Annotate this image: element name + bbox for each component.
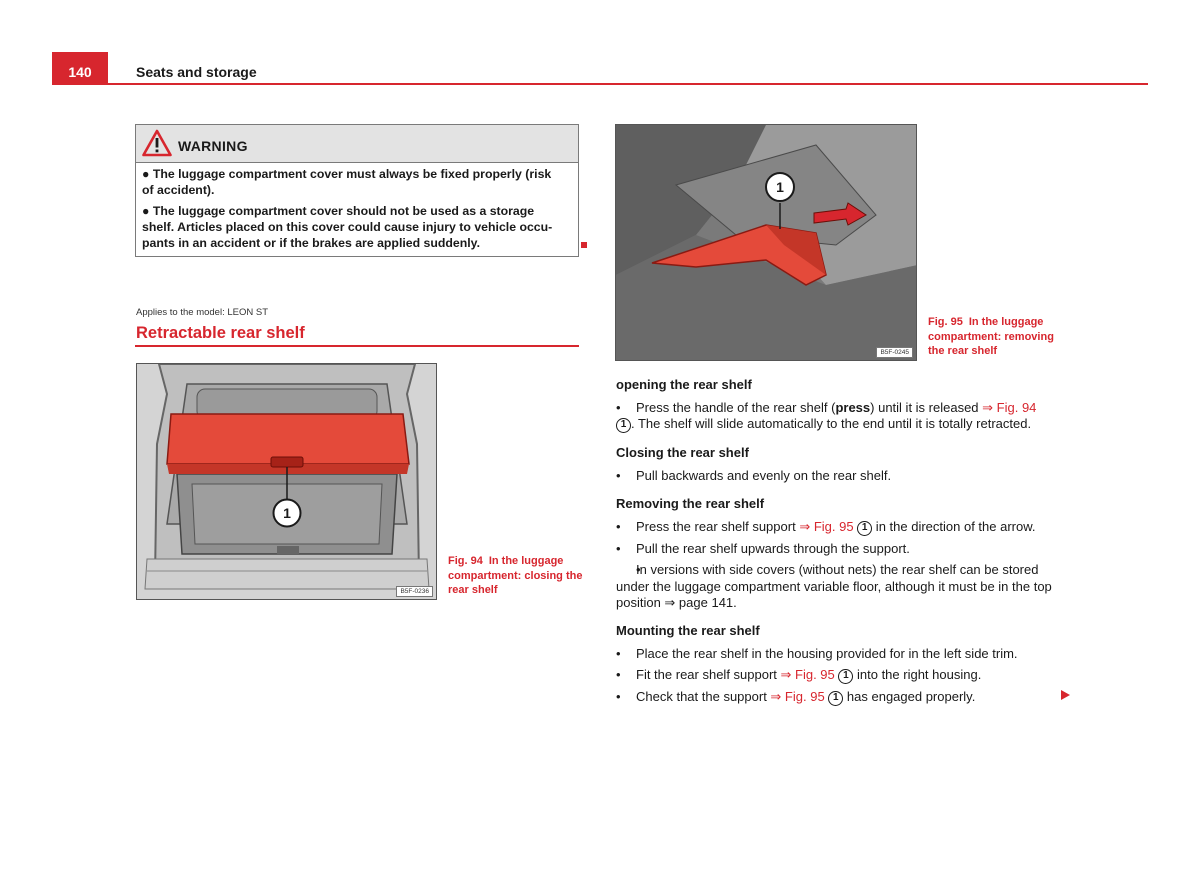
figure-95-image	[615, 124, 917, 361]
trunk-removing-illustration	[616, 125, 917, 361]
mounting-bullet: • Place the rear shelf in the housing provided for in the left side trim.	[616, 646, 1056, 663]
warning-body	[136, 163, 578, 251]
page-number: 140	[68, 64, 92, 80]
removing-heading: Removing the rear shelf	[616, 496, 765, 511]
text-run: . The shelf will slide automatically to the end until it is totally retracted.	[631, 416, 1032, 431]
closing-bullet: • Pull backwards and evenly on the rear shelf.	[616, 468, 1056, 485]
warning-item: ● The luggage compartment cover must always be fixed properly (risk of accident).	[142, 167, 552, 197]
text-run: Press the rear shelf support	[636, 518, 800, 534]
figure-94-image	[136, 363, 437, 600]
opening-bullet-continued	[616, 416, 1056, 433]
warning-item: ● The luggage compartment cover should not be used as a storage shelf. Articles placed on this cover could cause injury to vehicle occupants in an accident or if the brakes are applied suddenly.	[142, 204, 553, 250]
text-run-bold: press	[835, 399, 871, 415]
continue-arrow-icon	[1061, 690, 1070, 700]
text-run: into the right housing.	[853, 667, 982, 682]
opening-heading: opening the rear shelf	[616, 377, 752, 392]
figure-reference-link[interactable]: ⇒ Fig. 95	[780, 667, 835, 682]
text-run: Press the handle of the rear shelf (	[636, 399, 836, 415]
figure-94-caption	[448, 554, 588, 598]
applies-to-model: Applies to the model: LEON ST	[136, 307, 269, 318]
figure-94-caption-text: In the luggage compartment: closing the rear shelf	[448, 555, 583, 596]
page-number-box	[52, 52, 108, 85]
section-divider	[135, 345, 579, 347]
figure-94-code: B5F-0236	[396, 586, 433, 597]
removing-bullet: • Pull the rear shelf upwards through the support.	[616, 541, 1056, 558]
text-run: has engaged properly.	[843, 689, 976, 704]
text-run: in the direction of the arrow.	[872, 518, 1036, 534]
callout-1-icon: 1	[857, 521, 872, 536]
text-run: Fit the rear shelf support	[636, 667, 781, 682]
page-reference-link[interactable]: ⇒ page 141	[664, 595, 734, 610]
removing-bullet	[616, 562, 1056, 612]
warning-triangle-icon	[142, 129, 172, 157]
warning-title: WARNING	[178, 138, 248, 154]
figure-reference-link[interactable]: ⇒ Fig. 95	[770, 689, 825, 704]
callout-1-icon: 1	[838, 669, 853, 684]
figure-95-label: Fig. 95	[928, 316, 963, 328]
warning-box	[135, 124, 579, 257]
opening-bullet	[616, 400, 1056, 417]
callout-1-icon: 1	[616, 418, 631, 433]
section-title: Retractable rear shelf	[136, 324, 305, 342]
figure-95-callout: 1	[776, 179, 784, 195]
closing-heading: Closing the rear shelf	[616, 445, 749, 460]
opening-section	[616, 377, 1056, 433]
mounting-bullet	[616, 689, 1056, 706]
trunk-closing-illustration	[137, 364, 437, 600]
figure-95-caption-text: In the luggage compartment: removing the rear shelf	[928, 316, 1054, 357]
mounting-section	[616, 623, 1056, 706]
removing-bullet	[616, 519, 1056, 536]
figure-reference-link[interactable]: ⇒ Fig. 94	[982, 399, 1037, 415]
figure-94-label: Fig. 94	[448, 555, 483, 567]
warning-header	[136, 125, 578, 163]
end-of-warning-marker	[581, 242, 587, 248]
text-run: .	[733, 595, 737, 610]
removing-section	[616, 496, 1056, 612]
closing-section	[616, 445, 1056, 484]
mounting-heading: Mounting the rear shelf	[616, 623, 760, 638]
mounting-bullet	[616, 667, 1056, 684]
figure-94-callout: 1	[283, 505, 291, 521]
callout-1-icon: 1	[828, 691, 843, 706]
text-run: Check that the support	[636, 689, 771, 704]
figure-reference-link[interactable]: ⇒ Fig. 95	[799, 518, 854, 534]
text-run: In versions with side covers (without nets) the rear shelf can be stored under the luggage compartment variable floor, although it must be in the top position	[616, 562, 1052, 610]
chapter-title: Seats and storage	[136, 64, 257, 80]
header-divider	[108, 83, 1148, 85]
figure-95-caption	[928, 315, 1058, 359]
text-run: ) until it is released	[870, 399, 983, 415]
figure-95-code: B5F-0245	[876, 347, 913, 358]
